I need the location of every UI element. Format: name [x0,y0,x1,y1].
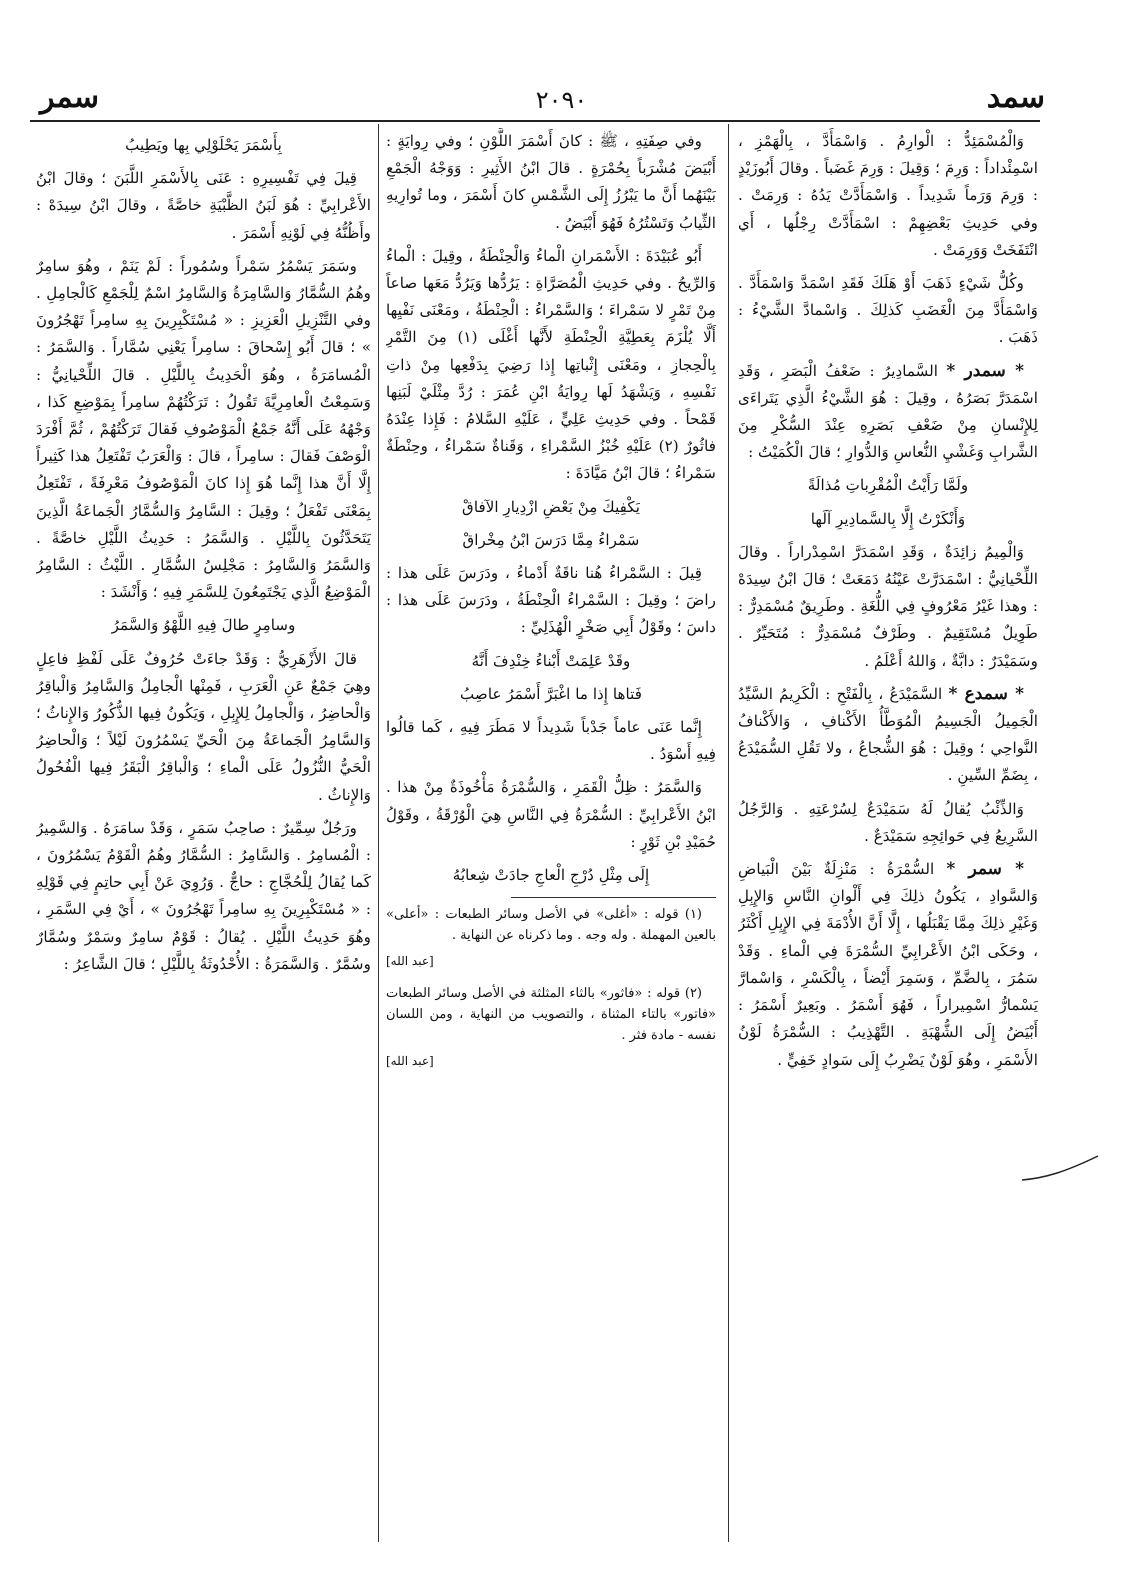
entry-text: السَّمادِيرُ : ضَعْفُ الْبَصَرِ ، وَقَدِ اسْمَدَرَّ بَصَرُهُ ، وقِيلَ : هُوَ الشَّيْءُ الَّذِي يَتَراءَى لِلإِنْسانِ مِنْ ضَعْفِ بَصَرِهِ عِنْدَ السُّكْرِ مِنَ الشَّرابِ وَغَشْيِ النُّعاسِ وَالدُّوارِ ؛ قالَ الْكُمَيْتُ : [738,361,1038,462]
footnote-2: (٢) قوله : «فاثور» بالثاء المثلثة في الأصل وسائر الطبعات «فاتور» بالتاء المثناة ، والتصويب من النهاية ، ومن اللسان نفسه - مادة فثر . [386,986,716,1044]
entry-key: * سمدر * [946,360,1025,381]
footnote-signature: [عبد الله] [386,954,434,969]
entry-key: * سمر * [946,859,1025,880]
paragraph: إِنَّما عَنَى عاماً جَدْباً شَدِيداً لا مَطَرَ فِيهِ ، كَما قالُوا فِيهِ أَسْوَدُ . [386,718,716,764]
footnote-signature: [عبد الله] [386,1054,434,1069]
paragraph: قِيلَ فِي تَفْسِيرِهِ : عَنَى بِالأَسْمَرِ اللَّبَنَ ؛ وقالَ ابْنُ الأَعْرابِيِّ : هُوَ لَبَنُ الظَّبْيَةِ خاصَّةً ، وقالَ ابْنُ سِيدَهْ : وأَظُنُّهُ فِي لَوْنِهِ أَسْمَرَ . [36,169,371,242]
footnote-rule [511,897,716,898]
paragraph: وَالْمُسْمَئِدُّ : الْوارِمُ . وَاسْمَأَدَّ ، بِالْهَمْزِ ، اسْمِئْداداً : وَرِمَ ؛ وَقِيلَ : وَرِمَ غَضَباً . وقالَ أَبُوزَيْدٍ : وَرِمَ وَرَماً شَدِيداً . وَاسْمَأَدَّتْ يَدُهُ : وَرِمَتْ . وفي حَدِيثِ بَعْضِهِمْ : اسْمَأَدَّتْ رِجْلُها ، أَي انْتَفَخَتْ وَوَرِمَتْ . [738,132,1038,259]
header-root-word-right: سمد [986,80,1045,115]
column-divider-left [378,124,379,1542]
right-column [738,128,1038,1538]
paragraph: ورَجُلٌ سِمِّيرٌ : صاحِبُ سَمَرٍ ، وَقَدْ سامَرَهُ . وَالسَّمِيرُ : الْمُسامِرُ . وَالسَّامِرُ : السُّمَّارُ وهُمُ الْقَوْمُ يَسْمُرُونَ ، كَما يُقالُ لِلْحُجَّاجِ : حاجٌّ . وَرُوِيَ عَنْ أَبِي حاتِمٍ فِي قَوْلِهِ : « مُسْتَكْبِرِينَ بِهِ سامِراً تَهْجُرُونَ » ، أَيْ فِي السَّمَرِ ، وهُوَ حَدِيثُ اللَّيْلِ . يُقالُ : قَوْمٌ سامِرٌ وسَمْرٌ وسُمَّارٌ وسُمَّرٌ . وَالسَّمَرَةُ : الأُحْدُوثَةُ بِاللَّيْلِ ؛ قالَ الشَّاعِرُ : [36,818,371,973]
left-column [36,128,371,1538]
paragraph: قالَ الأَزْهَرِيُّ : وَقَدْ جاءَتْ حُرُوفٌ عَلَى لَفْظِ فاعِلٍ وهِيَ جَمْعٌ عَنِ الْعَرَبِ ، فَمِنْها الْجامِلُ وَالسَّامِرُ وَالْباقِرُ وَالْحاضِرُ ، وَالْجامِلُ لِلإِبِلِ ، وَيَكُونُ فِيها الذُّكُورُ وَالإِناثُ ؛ وَالسَّامِرُ الْجَماعَةُ مِنَ الْحَيِّ يَسْمُرُونَ لَيْلاً ؛ وَالْحاضِرُ الْحَيُّ النُّزُولُ عَلَى الْماءِ ؛ وَالْباقِرُ الْبَقَرُ فِيها الْفُحُولُ وَالإِناثُ . [36,649,371,804]
middle-column [386,128,716,1538]
paragraph: أَبُو عُبَيْدَةَ : الأَسْمَرانِ الْماءُ وَالْحِنْطَةُ ، وقِيلَ : الْماءُ وَالرِّيحُ . وفي حَدِيثِ الْمُصَرَّاةِ : يَرُدُّها وَيَرُدُّ مَعَها صاعاً مِنْ تَمْرٍ لا سَمْراءَ ؛ وَالسَّمْراءُ : الْحِنْطَةُ ، ومَعْنَى نَفْيِها أَلَّا يُلْزَمَ بِعَطِيَّةِ الْحِنْطَةِ لأَنَّها أَغْلَى (١) مِنَ التَّمْرِ بِالْحِجازِ ، ومَعْنَى إِثْباتِها إِذا رَضِيَ بِدَفْعِها مِنْ ذاتِ نَفْسِهِ ، وَيَشْهَدُ لَها رِوايَةُ ابْنِ عُمَرَ : رُدَّ مِثْلَيْ لَبَنِها قَمْحاً . وفي حَدِيثِ عَلِيٍّ ، عَلَيْهِ السَّلامُ : فَإِذا عِنْدَهُ فاثُورٌ (٢) عَلَيْهِ خُبْزُ السَّمْراءِ ، وَقَناةٌ سَمْراءُ ، وحِنْطَةٌ سَمْراءُ ؛ قالَ ابْنُ مَيَّادَةَ : [386,246,716,483]
verse-line: فَتاها إِذا ما اغْبَرَّ أَسْمَرُ عاصِبُ [460,684,642,703]
paragraph: وَالْمِيمُ زائِدَةٌ ، وَقَدِ اسْمَدَرَّ اسْمِدْراراً . وقالَ اللِّحْيانِيُّ : اسْمَدَرَّتْ عَيْنُهُ دَمَعَتْ ؛ قالَ ابْنُ سِيدَهْ : وهذا غَيْرُ مَعْرُوفٍ فِي اللُّغَةِ . وطَرِيقٌ مُسْمَدِرٌّ : طَوِيلٌ مُسْتَقِيمٌ . وطَرْفٌ مُسْمَدِرٌّ : مُتَحَيِّرٌ . وسَمَيْدَرٌ : دابَّةٌ ، وَاللهُ أَعْلَمُ . [738,542,1038,670]
entry-text: السَّمَيْدَعُ ، بِالْفَتْحِ : الْكَرِيمُ السَّيِّدُ الْجَمِيلُ الْجَسِيمُ الْمُوَطَّأُ الأَكْنافِ ، وَالأَكْنافُ النَّواحِي ؛ وقِيلَ : هُوَ الشُّجاعُ ، ولا تَقُلِ السُّمَيْدَعُ ، بِضَمِّ السِّينِ . [738,684,1038,785]
header-rule [30,120,1040,122]
paragraph: وفي صِفَتِهِ ، ﷺ : كانَ أَسْمَرَ اللَّوْنِ ؛ وفي رِوايَةٍ : أَبْيَضَ مُشْرَباً بِحُمْرَةٍ . قالَ ابْنُ الأَثِيرِ : وَوَجْهُ الْجَمْعِ بَيْنَهُما أَنَّ ما يَبْرُزُ إِلَى الشَّمْسِ كانَ أَسْمَرَ ، وما تُوارِيهِ الثِّيابُ وَتَسْتُرُهُ فَهُوَ أَبْيَضُ . [386,132,716,232]
page-number: ٢٠٩٠ [535,86,588,114]
footnote-1: (١) قوله : «أغلى» في الأصل وسائر الطبعات : «أعلى» بالعين المهملة . وله وجه . وما ذكرناه عن النهاية . [386,907,716,944]
entry-text: السُّمْرَةُ : مَنْزِلَةٌ بَيْنَ الْبَياضِ وَالسَّوادِ ، يَكُونُ ذلِكَ فِي أَلْوانِ النَّاسِ وَالإِبِلِ وَغَيْرِ ذلِكَ مِمَّا يَقْبَلُها ، إِلَّا أَنَّ الأُدْمَةَ فِي الإِبِلِ أَكْثَرُ ، وحَكَى ابْنُ الأَعْرابِيِّ السُّمْرَةَ فِي الْماءِ . وَقَدْ سَمُرَ ، بِالضَّمِّ ، وَسَمِرَ أَيْضاً ، بِالْكَسْرِ ، وَاسْمارَّ يَسْمارُّ اسْمِيراراً ، فَهُوَ أَسْمَرُ . وبَعِيرٌ أَسْمَرُ : أَبْيَضُ إِلَى الشُّهْبَةِ . التَّهْذِيبُ : السُّمْرَةُ لَوْنُ الأَسْمَرِ ، وهُوَ لَوْنٌ يَضْرِبُ إِلَى سَوادٍ خَفِيٍّ . [738,860,1038,1069]
paragraph: وَالذِّئْبُ يُقالُ لَهُ سَمَيْدَعٌ لِسُرْعَتِهِ . وَالرَّجُلُ السَّرِيعُ فِي حَوائِجِهِ سَمَيْدَعٌ . [738,799,1038,845]
paragraph: وَالسَّمَرُ : ظِلُّ الْقَمَرِ ، وَالسُّمْرَةُ مَأْخُوذَةٌ مِنْ هذا . ابْنُ الأَعْرابِيِّ : السُّمْرَةُ فِي النَّاسِ هِيَ الْوُرْقَةُ ، وقَوْلُ حُمَيْدِ بْنِ ثَوْرٍ : [386,778,716,851]
verse-line: وقَدْ عَلِمَتْ أَبْناءُ خِنْدِفَ أَنَّهُ [471,651,631,670]
entry-key: * سمدع * [948,683,1024,704]
entry-samdar [738,358,1038,467]
header-root-word-left: سمر [40,80,100,115]
verse-line: ولَمَّا رَأَيْتُ الْمُقْرِباتِ مُذالَةً [807,476,969,495]
verse-line: يَكْفِيكَ مِنْ بَعْضِ ازْدِيارِ الآفاقْ [462,497,640,516]
verse-line: وَأَنْكَرْتُ إِلَّا بِالسَّمادِيرِ آلَها [810,509,966,528]
margin-pen-stroke [1020,1152,1100,1192]
paragraph: وسَمَرَ يَسْمُرُ سَمْراً وسُمُوراً : لَمْ يَنَمْ ، وهُوَ سامِرٌ وهُمُ السُّمَّارُ وَالسَّامِرَةُ وَالسَّامِرُ اسْمٌ لِلْجَمْعِ كَالْجامِلِ . وفي التَّنْزِيلِ الْعَزِيزِ : « مُسْتَكْبِرِينَ بِهِ سامِراً تَهْجُرُونَ » ؛ قالَ أَبُو إِسْحاقَ : سامِراً يَعْنِي سُمَّاراً . وَالسَّمَرُ : الْمُسامَرَةُ ، وهُوَ الْحَدِيثُ بِاللَّيْلِ . قالَ اللِّحْيانِيُّ : وَسَمِعْتُ الْعامِرِيَّةَ تَقُولُ : تَرَكْتُهُمْ سامِراً بِمَوْضِعِ كَذا ، وَجْهُهُ عَلَى أَنَّهُ جَمْعُ الْمَوْصُوفِ فَقالَ تَرَكْتُهُمْ ، ثُمَّ أَفْرَدَ الْوَصْفَ فَقالَ : سامِراً ، قالَ : وَالْعَرَبُ تَفْتَعِلُ هذا كَثِيراً إِلَّا أَنَّ هذا إِنَّما هُوَ إِذا كانَ الْمَوْصُوفُ مَعْرِفَةً ، تَفْتَعِلُ بِمَعْنَى تَفْعَلُ ؛ وقِيلَ : السَّامِرُ وَالسُّمَّارُ الْجَماعَةُ الَّذِينَ يَتَحَدَّثُونَ بِاللَّيْلِ . وَالسَّمَرُ : حَدِيثُ اللَّيْلِ خاصَّةً . وَالسَّمَرُ وَالسَّامِرُ : مَجْلِسُ السُّمَّارِ . اللَّيْثُ : السَّامِرُ الْمَوْضِعُ الَّذِي يَجْتَمِعُونَ لِلسَّمَرِ فِيهِ ؛ وَأَنْشَدَ : [36,256,371,602]
entry-samda [738,681,1038,790]
paragraph: قِيلَ : السَّمْراءُ هُنا ناقَةٌ أَدْماءُ ، ودَرَسَ عَلَى هذا : راضَ ؛ وقِيلَ : السَّمْراءُ الْحِنْطَةُ ، ودَرَسَ عَلَى هذا : داسَ ؛ وقَوْلُ أَبِي صَخْرٍ الْهُذَلِيِّ : [386,564,716,637]
verse-line: وسامِرٍ طالَ فِيهِ اللَّهْوُ وَالسَّمَرُ [111,616,296,635]
column-divider-right [728,124,729,1542]
paragraph: وكُلُّ شَيْءٍ ذَهَبَ أَوْ هَلَكَ فَقَدِ اسْمَدَّ وَاسْمَأَدَّ . وَاسْمَأَدَّ مِنَ الْغَضَبِ كَذلِكَ . وَاسْمادَّ الشَّيْءُ : ذَهَبَ . [738,274,1038,347]
entry-samar [738,856,1038,1074]
verse-line: سَمْراءُ مِمَّا دَرَسَ ابْنُ مِخْراقْ [462,530,640,549]
verse-line: بِأَسْمَرَ يَحْلَوْلِي بِها ويَطِيبُ [125,136,282,154]
verse-line: إِلَى مِثْلِ دُرْجِ الْعاجِ جادَتْ شِعابُهُ [452,866,650,885]
